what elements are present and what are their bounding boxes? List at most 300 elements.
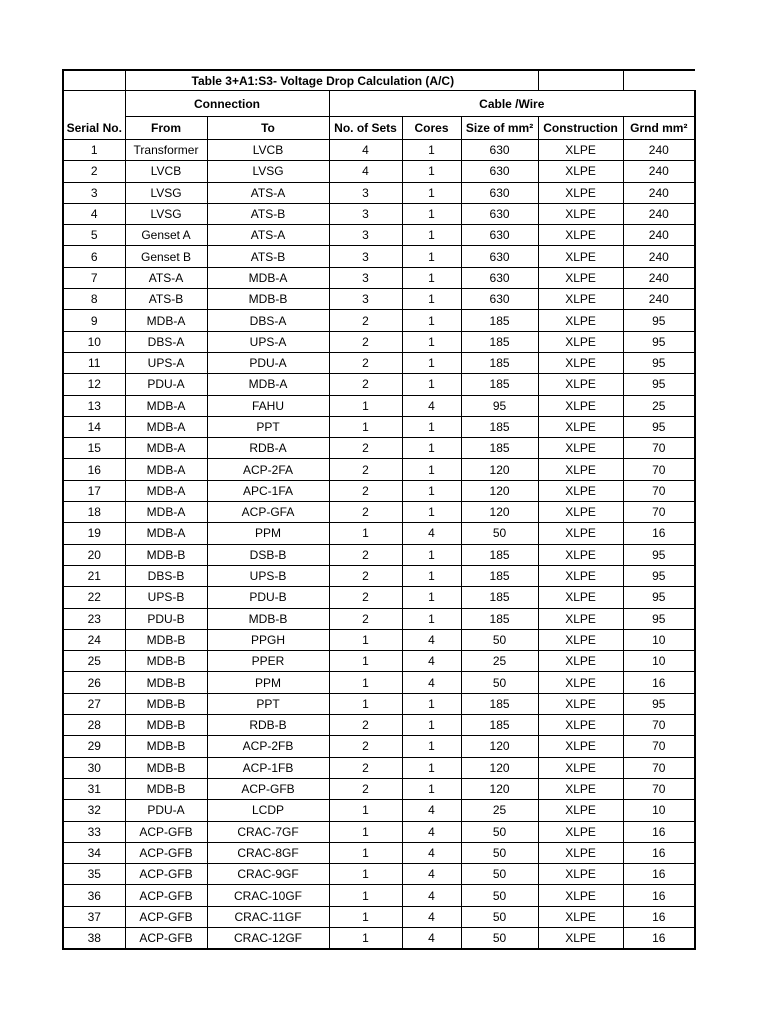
cell-from: PDU-A [125,800,207,821]
table-title: Table 3+A1:S3- Voltage Drop Calculation (A/C) [125,70,538,91]
cell-construction: XLPE [538,672,623,693]
serial-group-cell [63,91,125,117]
cell-size-mm2: 50 [461,864,538,885]
table-row [63,864,695,885]
cell-to: FAHU [207,395,329,416]
cell-cores: 4 [402,672,461,693]
table-row [63,778,695,799]
cell-size-mm2: 630 [461,140,538,161]
cell-grnd-mm2: 16 [623,821,695,842]
column-header-row [63,117,695,140]
cell-grnd-mm2: 240 [623,289,695,310]
cell-serial-no: 7 [63,267,125,288]
cell-no-of-sets: 3 [329,246,402,267]
table-row [63,608,695,629]
cell-grnd-mm2: 70 [623,715,695,736]
cell-to: ATS-A [207,225,329,246]
cell-to: ACP-1FB [207,757,329,778]
cell-to: ACP-GFB [207,778,329,799]
cell-size-mm2: 120 [461,502,538,523]
cell-cores: 1 [402,203,461,224]
cell-size-mm2: 185 [461,715,538,736]
table-row [63,523,695,544]
cell-grnd-mm2: 70 [623,502,695,523]
cell-grnd-mm2: 95 [623,693,695,714]
cell-from: MDB-B [125,693,207,714]
cell-no-of-sets: 1 [329,800,402,821]
cell-to: ACP-2FA [207,459,329,480]
cell-size-mm2: 185 [461,352,538,373]
cell-construction: XLPE [538,927,623,949]
cell-cores: 4 [402,842,461,863]
table-row [63,800,695,821]
cable-group-header: Cable /Wire [329,91,695,117]
column-header-grnd-mm2: Grnd mm² [623,117,695,140]
cell-grnd-mm2: 10 [623,629,695,650]
table-row [63,395,695,416]
cell-size-mm2: 185 [461,587,538,608]
cell-serial-no: 16 [63,459,125,480]
table-row [63,544,695,565]
cell-no-of-sets: 2 [329,587,402,608]
cell-to: DBS-A [207,310,329,331]
table-row [63,587,695,608]
cell-cores: 1 [402,778,461,799]
cell-no-of-sets: 3 [329,225,402,246]
cell-no-of-sets: 3 [329,289,402,310]
cell-no-of-sets: 1 [329,842,402,863]
cell-to: CRAC-8GF [207,842,329,863]
cell-size-mm2: 50 [461,629,538,650]
cell-no-of-sets: 1 [329,885,402,906]
cell-to: RDB-B [207,715,329,736]
cell-from: UPS-B [125,587,207,608]
cell-to: PPT [207,693,329,714]
cell-to: PDU-B [207,587,329,608]
cell-size-mm2: 50 [461,842,538,863]
cell-grnd-mm2: 25 [623,395,695,416]
table-row [63,885,695,906]
cell-construction: XLPE [538,523,623,544]
cell-cores: 1 [402,587,461,608]
cell-from: MDB-A [125,523,207,544]
cell-from: ACP-GFB [125,906,207,927]
cell-to: LCDP [207,800,329,821]
cell-construction: XLPE [538,310,623,331]
cell-no-of-sets: 2 [329,459,402,480]
cell-grnd-mm2: 16 [623,927,695,949]
cell-serial-no: 31 [63,778,125,799]
cell-from: MDB-B [125,651,207,672]
table-row [63,267,695,288]
cell-cores: 1 [402,565,461,586]
cell-no-of-sets: 2 [329,502,402,523]
cell-grnd-mm2: 95 [623,608,695,629]
cell-to: CRAC-10GF [207,885,329,906]
cell-to: PPM [207,523,329,544]
cell-from: LVSG [125,203,207,224]
table-body [63,70,695,949]
cell-size-mm2: 630 [461,182,538,203]
cell-size-mm2: 185 [461,438,538,459]
cell-from: MDB-B [125,736,207,757]
table-row [63,459,695,480]
cell-from: DBS-A [125,331,207,352]
cell-cores: 4 [402,864,461,885]
table-row [63,246,695,267]
cell-grnd-mm2: 240 [623,246,695,267]
cell-cores: 1 [402,352,461,373]
cell-cores: 1 [402,502,461,523]
cell-construction: XLPE [538,246,623,267]
cell-grnd-mm2: 240 [623,267,695,288]
cell-to: PPM [207,672,329,693]
cell-cores: 1 [402,757,461,778]
cell-to: ACP-GFA [207,502,329,523]
cell-size-mm2: 185 [461,565,538,586]
cell-construction: XLPE [538,459,623,480]
cell-from: Genset B [125,246,207,267]
table-row [63,203,695,224]
cell-from: ACP-GFB [125,885,207,906]
cell-no-of-sets: 1 [329,629,402,650]
column-header-cores: Cores [402,117,461,140]
cell-size-mm2: 50 [461,906,538,927]
cell-from: MDB-B [125,629,207,650]
cell-from: PDU-B [125,608,207,629]
cell-serial-no: 11 [63,352,125,373]
cell-construction: XLPE [538,757,623,778]
cell-from: MDB-B [125,715,207,736]
table-row [63,757,695,778]
cell-cores: 1 [402,715,461,736]
cell-to: CRAC-12GF [207,927,329,949]
table-row [63,438,695,459]
cell-serial-no: 6 [63,246,125,267]
cell-no-of-sets: 2 [329,374,402,395]
voltage-drop-table [62,69,696,950]
cell-grnd-mm2: 95 [623,310,695,331]
cell-cores: 4 [402,629,461,650]
cell-from: LVSG [125,182,207,203]
cell-no-of-sets: 4 [329,161,402,182]
table-row [63,416,695,437]
table-row [63,927,695,949]
column-header-no-of-sets: No. of Sets [329,117,402,140]
cell-serial-no: 36 [63,885,125,906]
table-row [63,161,695,182]
cell-to: ATS-A [207,182,329,203]
cell-construction: XLPE [538,587,623,608]
cell-serial-no: 23 [63,608,125,629]
group-header-row [63,91,695,117]
cell-serial-no: 9 [63,310,125,331]
cell-size-mm2: 630 [461,246,538,267]
table-row [63,480,695,501]
cell-serial-no: 18 [63,502,125,523]
cell-no-of-sets: 1 [329,821,402,842]
cell-construction: XLPE [538,182,623,203]
cell-no-of-sets: 2 [329,310,402,331]
cell-cores: 1 [402,140,461,161]
cell-serial-no: 35 [63,864,125,885]
cell-from: DBS-B [125,565,207,586]
table-row [63,502,695,523]
cell-from: MDB-A [125,459,207,480]
cell-cores: 4 [402,885,461,906]
cell-to: CRAC-7GF [207,821,329,842]
cell-from: MDB-A [125,438,207,459]
cell-construction: XLPE [538,800,623,821]
cell-cores: 1 [402,438,461,459]
cell-no-of-sets: 1 [329,395,402,416]
cell-no-of-sets: 1 [329,523,402,544]
cell-grnd-mm2: 70 [623,736,695,757]
cell-construction: XLPE [538,438,623,459]
cell-cores: 1 [402,267,461,288]
cell-construction: XLPE [538,608,623,629]
table-row [63,565,695,586]
table-row [63,310,695,331]
cell-size-mm2: 630 [461,161,538,182]
cell-serial-no: 5 [63,225,125,246]
table-row [63,715,695,736]
cell-construction: XLPE [538,374,623,395]
cell-cores: 4 [402,651,461,672]
cell-to: ACP-2FB [207,736,329,757]
cell-no-of-sets: 1 [329,864,402,885]
cell-to: CRAC-9GF [207,864,329,885]
spreadsheet-table-container [62,69,694,950]
cell-no-of-sets: 2 [329,438,402,459]
cell-cores: 1 [402,544,461,565]
cell-grnd-mm2: 16 [623,672,695,693]
column-header-to: To [207,117,329,140]
cell-grnd-mm2: 95 [623,331,695,352]
cell-to: ATS-B [207,203,329,224]
cell-construction: XLPE [538,502,623,523]
cell-no-of-sets: 1 [329,693,402,714]
table-row [63,140,695,161]
cell-from: MDB-B [125,778,207,799]
cell-grnd-mm2: 16 [623,906,695,927]
title-empty-cell [538,70,623,91]
cell-to: CRAC-11GF [207,906,329,927]
cell-serial-no: 32 [63,800,125,821]
cell-size-mm2: 50 [461,821,538,842]
cell-no-of-sets: 2 [329,331,402,352]
column-header-size-mm2: Size of mm² [461,117,538,140]
cell-to: UPS-A [207,331,329,352]
cell-to: RDB-A [207,438,329,459]
table-row [63,906,695,927]
cell-no-of-sets: 2 [329,778,402,799]
table-row [63,672,695,693]
cell-grnd-mm2: 95 [623,374,695,395]
cell-serial-no: 19 [63,523,125,544]
cell-grnd-mm2: 240 [623,182,695,203]
cell-no-of-sets: 2 [329,480,402,501]
cell-serial-no: 20 [63,544,125,565]
cell-construction: XLPE [538,565,623,586]
cell-grnd-mm2: 70 [623,459,695,480]
cell-cores: 4 [402,821,461,842]
cell-serial-no: 4 [63,203,125,224]
cell-no-of-sets: 1 [329,906,402,927]
cell-from: ACP-GFB [125,821,207,842]
cell-no-of-sets: 1 [329,927,402,949]
cell-grnd-mm2: 16 [623,842,695,863]
cell-from: MDB-B [125,544,207,565]
cell-size-mm2: 95 [461,395,538,416]
column-header-from: From [125,117,207,140]
cell-cores: 1 [402,246,461,267]
table-row [63,331,695,352]
cell-grnd-mm2: 240 [623,140,695,161]
cell-no-of-sets: 1 [329,416,402,437]
cell-from: MDB-A [125,502,207,523]
cell-to: ATS-B [207,246,329,267]
table-row [63,693,695,714]
cell-serial-no: 3 [63,182,125,203]
cell-construction: XLPE [538,480,623,501]
cell-grnd-mm2: 95 [623,565,695,586]
cell-from: ATS-B [125,289,207,310]
cell-serial-no: 12 [63,374,125,395]
cell-construction: XLPE [538,161,623,182]
cell-to: PDU-A [207,352,329,373]
cell-construction: XLPE [538,629,623,650]
cell-construction: XLPE [538,267,623,288]
cell-serial-no: 22 [63,587,125,608]
cell-grnd-mm2: 95 [623,416,695,437]
cell-no-of-sets: 2 [329,544,402,565]
cell-construction: XLPE [538,906,623,927]
cell-no-of-sets: 3 [329,182,402,203]
cell-serial-no: 1 [63,140,125,161]
cell-to: MDB-B [207,608,329,629]
cell-to: PPER [207,651,329,672]
cell-serial-no: 2 [63,161,125,182]
cell-serial-no: 34 [63,842,125,863]
cell-grnd-mm2: 95 [623,544,695,565]
cell-size-mm2: 185 [461,416,538,437]
cell-no-of-sets: 3 [329,203,402,224]
cell-serial-no: 24 [63,629,125,650]
cell-size-mm2: 185 [461,310,538,331]
cell-construction: XLPE [538,693,623,714]
cell-cores: 1 [402,459,461,480]
cell-serial-no: 17 [63,480,125,501]
cell-cores: 1 [402,416,461,437]
cell-grnd-mm2: 70 [623,480,695,501]
cell-from: MDB-B [125,757,207,778]
cell-grnd-mm2: 16 [623,864,695,885]
cell-size-mm2: 120 [461,459,538,480]
cell-size-mm2: 25 [461,651,538,672]
column-header-serial-no: Serial No. [63,117,125,140]
cell-serial-no: 26 [63,672,125,693]
cell-size-mm2: 630 [461,289,538,310]
cell-construction: XLPE [538,395,623,416]
table-row [63,651,695,672]
cell-construction: XLPE [538,140,623,161]
cell-construction: XLPE [538,864,623,885]
cell-grnd-mm2: 240 [623,161,695,182]
table-row [63,225,695,246]
table-row [63,736,695,757]
cell-construction: XLPE [538,203,623,224]
cell-to: MDB-B [207,289,329,310]
cell-size-mm2: 630 [461,225,538,246]
cell-cores: 1 [402,608,461,629]
cell-grnd-mm2: 95 [623,587,695,608]
cell-size-mm2: 185 [461,608,538,629]
cell-from: PDU-A [125,374,207,395]
cell-size-mm2: 120 [461,480,538,501]
title-empty-cell [623,70,695,91]
cell-from: MDB-B [125,672,207,693]
cell-construction: XLPE [538,416,623,437]
table-row [63,374,695,395]
cell-grnd-mm2: 240 [623,203,695,224]
cell-cores: 4 [402,395,461,416]
cell-cores: 1 [402,289,461,310]
cell-from: MDB-A [125,480,207,501]
cell-construction: XLPE [538,842,623,863]
cell-from: Transformer [125,140,207,161]
cell-to: MDB-A [207,374,329,395]
cell-from: ACP-GFB [125,864,207,885]
cell-to: LVCB [207,140,329,161]
cell-size-mm2: 50 [461,885,538,906]
cell-serial-no: 38 [63,927,125,949]
cell-grnd-mm2: 70 [623,778,695,799]
cell-size-mm2: 50 [461,672,538,693]
cell-cores: 1 [402,225,461,246]
cell-construction: XLPE [538,736,623,757]
cell-construction: XLPE [538,544,623,565]
cell-from: ACP-GFB [125,927,207,949]
cell-from: Genset A [125,225,207,246]
cell-no-of-sets: 2 [329,757,402,778]
cell-construction: XLPE [538,821,623,842]
cell-serial-no: 14 [63,416,125,437]
cell-no-of-sets: 2 [329,608,402,629]
cell-to: UPS-B [207,565,329,586]
cell-serial-no: 10 [63,331,125,352]
cell-grnd-mm2: 70 [623,438,695,459]
title-row [63,70,695,91]
cell-size-mm2: 50 [461,927,538,949]
cell-size-mm2: 120 [461,736,538,757]
cell-size-mm2: 630 [461,203,538,224]
cell-cores: 1 [402,480,461,501]
table-row [63,289,695,310]
cell-construction: XLPE [538,885,623,906]
cell-grnd-mm2: 10 [623,651,695,672]
cell-from: LVCB [125,161,207,182]
cell-cores: 1 [402,736,461,757]
cell-grnd-mm2: 240 [623,225,695,246]
cell-serial-no: 30 [63,757,125,778]
cell-cores: 1 [402,310,461,331]
cell-cores: 4 [402,523,461,544]
cell-construction: XLPE [538,651,623,672]
cell-construction: XLPE [538,715,623,736]
cell-grnd-mm2: 10 [623,800,695,821]
cell-grnd-mm2: 95 [623,352,695,373]
